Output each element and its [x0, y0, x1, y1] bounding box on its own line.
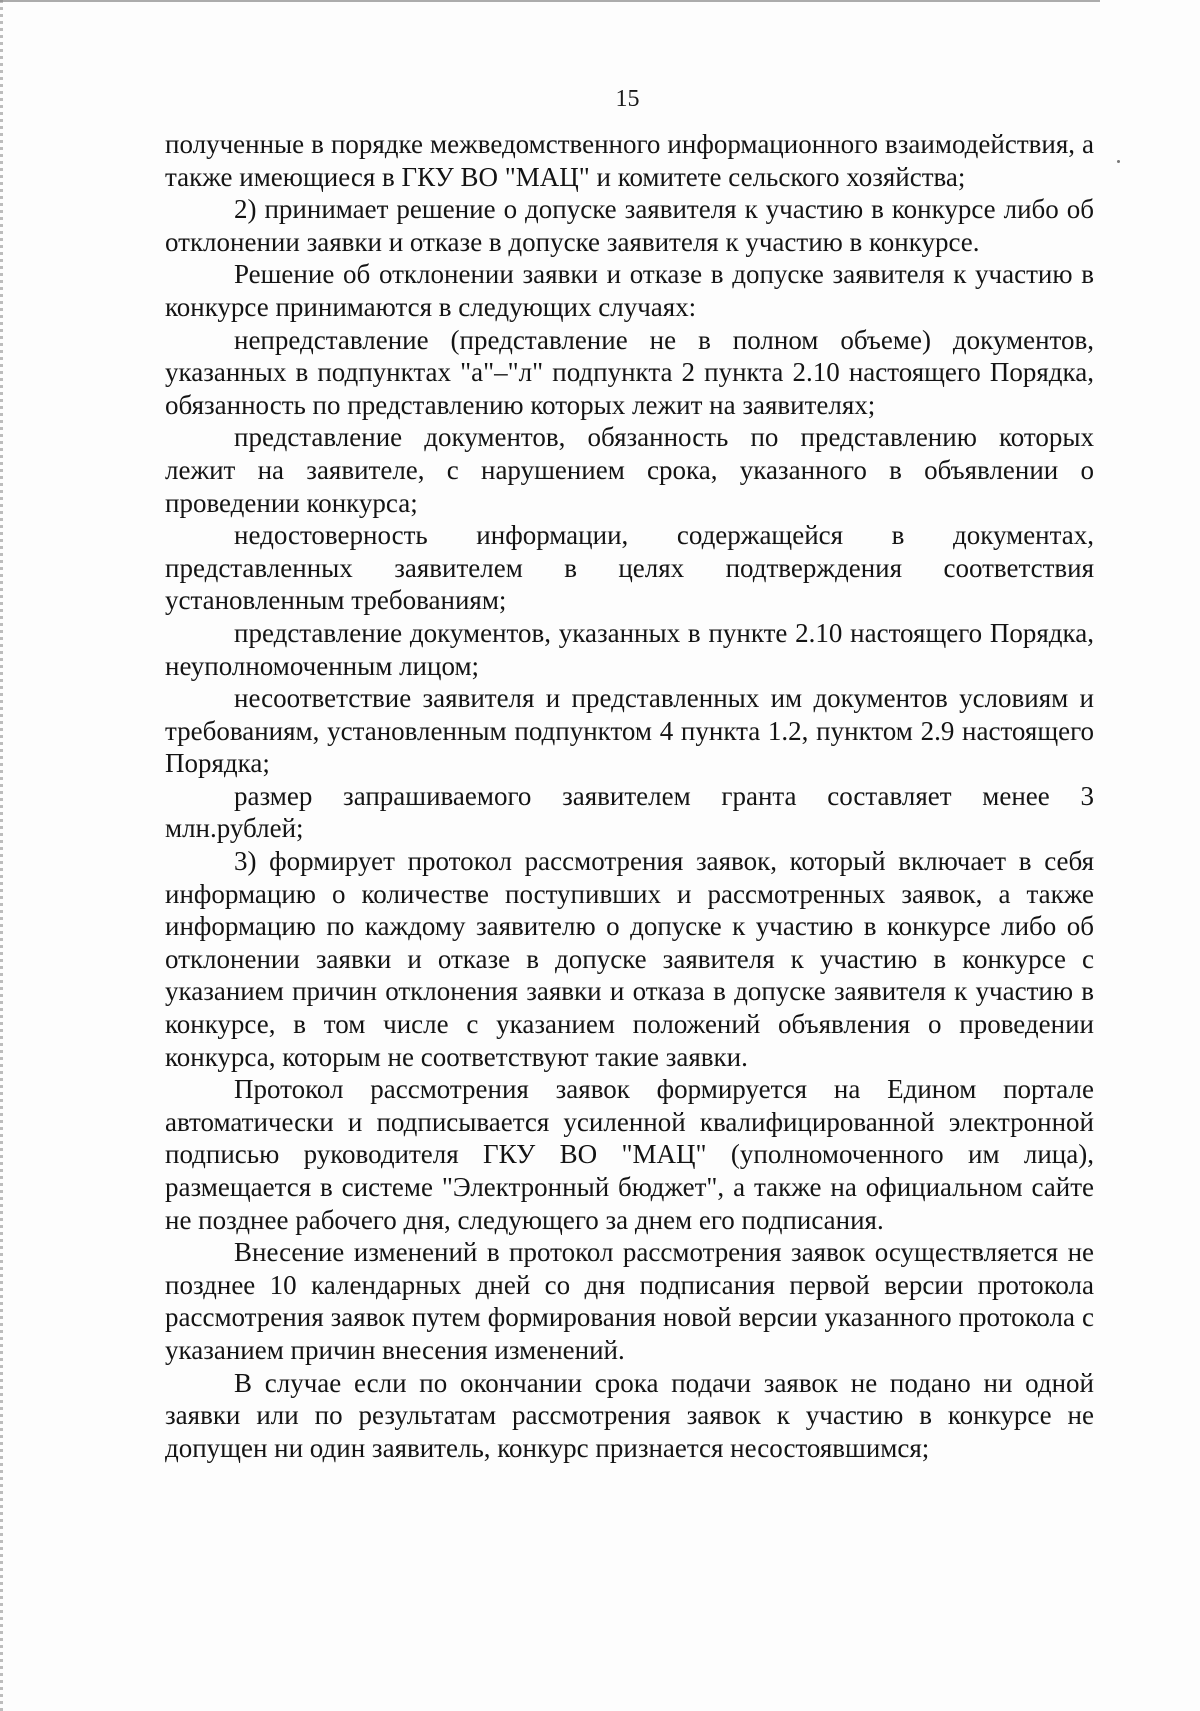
page-number: 15	[615, 86, 640, 112]
paragraph-5: представление документов, обязанность по представлению которых лежит на заявителе, с нарушением срока, указанного в объявлении о проведении конкурса;	[165, 422, 1094, 518]
paragraph-3: Решение об отклонении заявки и отказе в допуске заявителя к участию в конкурсе принимаются в следующих случаях:	[165, 259, 1094, 322]
paragraph-6: недостоверность информации, содержащейся в документах, представленных заявителем в целях подтверждения соответствия установленным требованиям;	[165, 520, 1094, 616]
paragraph-12: Внесение изменений в протокол рассмотрения заявок осуществляется не позднее 10 календарных дней со дня подписания первой версии протокола рассмотрения заявок путем формирования новой версии указанного протокола с указанием причин внесения изменений.	[165, 1237, 1094, 1365]
paragraph-1: полученные в порядке межведомственного информационного взаимодействия, а также имеющиеся в ГКУ ВО "МАЦ" и комитете сельского хозяйства;	[165, 129, 1094, 192]
paragraph-9: размер запрашиваемого заявителем гранта составляет менее 3 млн.рублей;	[165, 780, 1094, 844]
scan-edge-top	[0, 0, 1100, 2]
document-body	[165, 128, 1094, 1464]
paragraph-13: В случае если по окончании срока подачи заявок не подано ни одной заявки или по результатам рассмотрения заявок к участию в конкурсе не допущен ни один заявитель, конкурс признается несостоявшимся;	[165, 1367, 1094, 1463]
paragraph-2: 2) принимает решение о допуске заявителя к участию в конкурсе либо об отклонении заявки и отказе в допуске заявителя к участию в конкурсе.	[165, 194, 1094, 257]
paragraph-11: Протокол рассмотрения заявок формируется на Едином портале автоматически и подписывается усиленной квалифицированной электронной подписью руководителя ГКУ ВО "МАЦ" (уполномоченного им лица), размещается в системе "Электронный бюджет", а также на официальном сайте не позднее рабочего дня, следующего за днем его подписания.	[165, 1074, 1094, 1235]
paragraph-10: 3) формирует протокол рассмотрения заявок, который включает в себя информацию о количестве поступивших и рассмотренных заявок, а также информацию по каждому заявителю о допуске к участию в конкурсе либо об отклонении заявки и отказе в допуске заявителя к участию в конкурсе с указанием причин отклонения заявки и отказа в допуске заявителя к участию в конкурсе, в том числе с указанием положений объявления о проведении конкурса, которым не соответствуют такие заявки.	[165, 846, 1094, 1072]
scan-speck	[1117, 160, 1120, 163]
paragraph-4: непредставление (представление не в полном объеме) документов, указанных в подпунктах "а"–"л" подпункта 2 пункта 2.10 настоящего Порядка, обязанность по представлению которых лежит на заявителях;	[165, 324, 1094, 420]
paragraph-7: представление документов, указанных в пункте 2.10 настоящего Порядка, неуполномоченным лицом;	[165, 617, 1094, 681]
scan-edge-left	[0, 0, 3, 1711]
paragraph-8: несоответствие заявителя и представленных им документов условиям и требованиям, установленным подпунктом 4 пункта 1.2, пунктом 2.9 настоящего Порядка;	[165, 683, 1094, 779]
